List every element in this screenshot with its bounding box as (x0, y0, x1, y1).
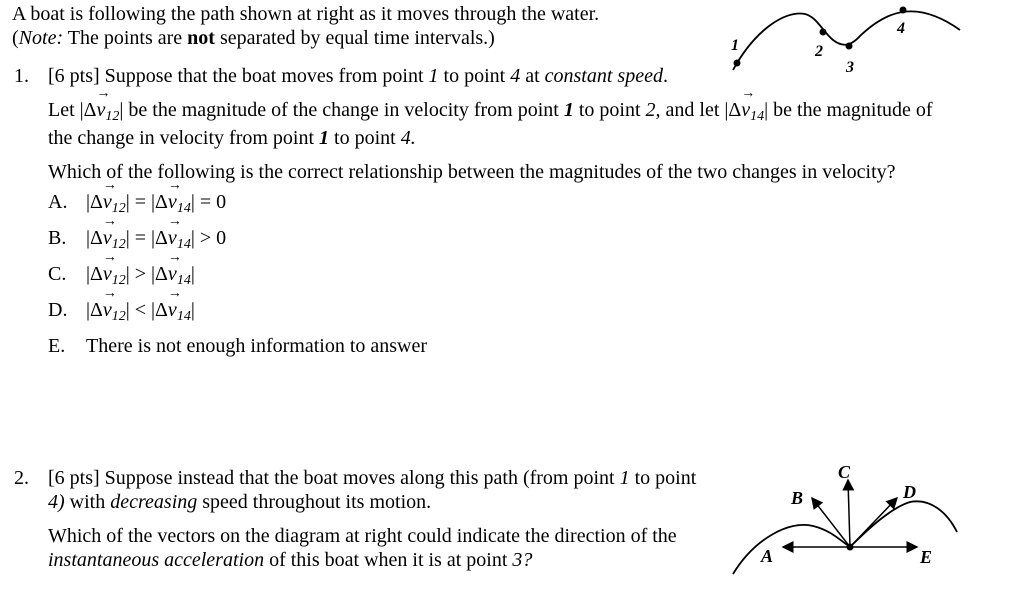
vector-c-arrow (848, 480, 850, 547)
let-point-1: 1 (563, 99, 574, 121)
choice-d-rel1: | < |Δ (125, 298, 168, 321)
vector-label-e: E (920, 547, 933, 567)
q2-text-c: with (64, 491, 111, 513)
q2-point-3: 3? (512, 549, 533, 571)
let-point-1b: 1 (319, 126, 330, 149)
let-d: and let |Δ (660, 99, 742, 121)
choice-d-letter: D. (48, 298, 68, 321)
vector-figure (725, 460, 970, 585)
path-label-4: 4 (897, 20, 905, 37)
let-f: to point (329, 126, 401, 149)
q2-point-4: 4) (48, 491, 65, 513)
let-e: | be the magnitude of the change in velocity from point (48, 99, 933, 149)
vector-label-b: B (791, 488, 804, 508)
choice-a-rel1: | = |Δ (125, 190, 168, 213)
choice-d-text: $|\Delta\to v_{12}| < |\Delta\to v_{14}|$ (86, 298, 195, 326)
q2-number: 2. (14, 467, 29, 489)
intro-text (12, 2, 712, 50)
choice-d-v2: → v (168, 298, 177, 322)
choice-d-sub1: 12 (111, 308, 126, 324)
path-point-4 (900, 7, 907, 14)
intro-paren-open: ( (12, 27, 19, 49)
choice-b-sub2: 14 (176, 236, 191, 252)
choice-a-v1: → v (103, 190, 112, 214)
choice-e[interactable] (48, 334, 1004, 370)
choice-c-sub2: 14 (176, 272, 191, 288)
vector-label-a: A (761, 546, 774, 566)
q1-constant-speed: constant speed (544, 65, 663, 87)
choice-d[interactable] (48, 298, 1004, 334)
intro-line-2-a: The points are (63, 27, 188, 49)
q2-text-b: to point (629, 467, 697, 489)
choice-a-v2: → v (168, 190, 177, 214)
q2-header (14, 466, 714, 514)
choice-a-sub1: 12 (111, 200, 126, 216)
choice-c-letter: C. (48, 262, 67, 285)
intro-not: not (187, 27, 215, 49)
let-a: Let |Δ (48, 99, 97, 121)
q1-point-1: 1 (428, 65, 439, 87)
path-point-3 (846, 43, 853, 50)
vector-d-arrow (850, 498, 897, 547)
choice-e-letter: E. (48, 334, 66, 357)
choice-b-sub1: 12 (111, 236, 126, 252)
q1-text-b: to point (438, 65, 511, 87)
intro-line-1: A boat is following the path shown at right as it moves through the water. (12, 3, 600, 25)
vector-v-12: → v (97, 98, 106, 122)
choice-c[interactable] (48, 262, 1004, 298)
sub-14: 14 (750, 109, 765, 124)
intro-line-2 (12, 26, 712, 50)
question-1 (14, 64, 1004, 370)
vector-label-c: C (838, 462, 851, 482)
choice-c-v1: → v (103, 262, 112, 286)
choice-d-rel2: | (190, 298, 195, 321)
q1-which: Which of the following is the correct relationship between the magnitudes of the two changes in velocity? (48, 160, 896, 183)
q1-points: [6 pts] (48, 65, 100, 87)
q2-prompt (48, 466, 714, 514)
let-b: | be the magnitude of the change in velocity from point (119, 99, 564, 121)
choice-b-text: $|\Delta\to v_{12}| = |\Delta\to v_{14}| > 0$ (86, 226, 226, 254)
q2-points: [6 pts] (48, 467, 100, 489)
q2-decreasing: decreasing (110, 491, 198, 513)
vector-v-14: → v (741, 98, 750, 122)
q1-point-4: 4 (510, 65, 521, 87)
question-2 (14, 466, 714, 572)
q1-text-a: Suppose that the boat moves from point (99, 65, 429, 87)
vector-b-arrow (812, 498, 850, 547)
choice-b-letter: B. (48, 226, 67, 249)
choice-e-text: There is not enough information to answer (86, 334, 428, 357)
q1-prompt (48, 64, 694, 88)
choice-c-sub1: 12 (111, 272, 126, 288)
q2-text-a: Suppose instead that the boat moves along this path (from point (99, 467, 620, 489)
q1-number: 1. (14, 65, 29, 87)
choice-a-letter: A. (48, 190, 68, 213)
choice-d-v1: → v (103, 298, 112, 322)
q2-which (48, 524, 708, 572)
choice-c-rel2: | (190, 262, 195, 285)
q1-header (14, 64, 694, 88)
vector-label-d: D (903, 482, 916, 502)
choice-b-rel1: | = |Δ (125, 226, 168, 249)
choice-a[interactable] (48, 190, 1004, 226)
choice-a-text: $|\Delta\to v_{12}| = |\Delta\to v_{14}| = 0$ (86, 190, 226, 218)
intro-line-2-b: separated by equal time intervals.) (214, 27, 495, 49)
path-label-2: 2 (815, 43, 823, 60)
choice-a-rel2: | = 0 (190, 190, 227, 213)
path-point-2 (820, 29, 827, 36)
q2-which-b: of this boat when it is at point (264, 549, 513, 571)
q2-which-a: Which of the vectors on the diagram at right could indicate the direction of the (48, 525, 677, 547)
choice-b-rel2: | > 0 (190, 226, 227, 249)
path-label-1: 1 (731, 37, 739, 54)
choice-c-rel1: | > |Δ (125, 262, 168, 285)
q1-text-c: at (520, 65, 545, 87)
q2-text-d: speed throughout its motion. (197, 491, 432, 513)
path-label-3: 3 (846, 59, 854, 76)
q2-point-1: 1 (619, 467, 630, 489)
let-point-2: 2, (645, 99, 661, 121)
let-point-4: 4. (400, 126, 416, 149)
let-c: to point (573, 99, 646, 121)
choice-d-sub2: 14 (176, 308, 191, 324)
choice-c-v2: → v (168, 262, 177, 286)
choice-c-text: $|\Delta\to v_{12}| > |\Delta\to v_{14}|$ (86, 262, 195, 290)
q1-choices (48, 190, 1004, 370)
choice-a-sub2: 14 (176, 200, 191, 216)
q2-inst-accel: instantaneous acceleration (48, 549, 265, 571)
q1-text-d: . (662, 65, 668, 87)
sub-12: 12 (105, 109, 120, 124)
q1-definition (48, 98, 948, 150)
choice-b[interactable] (48, 226, 1004, 262)
intro-note-label: Note: (18, 27, 64, 49)
choice-b-v1: → v (103, 226, 112, 250)
choice-b-v2: → v (168, 226, 177, 250)
